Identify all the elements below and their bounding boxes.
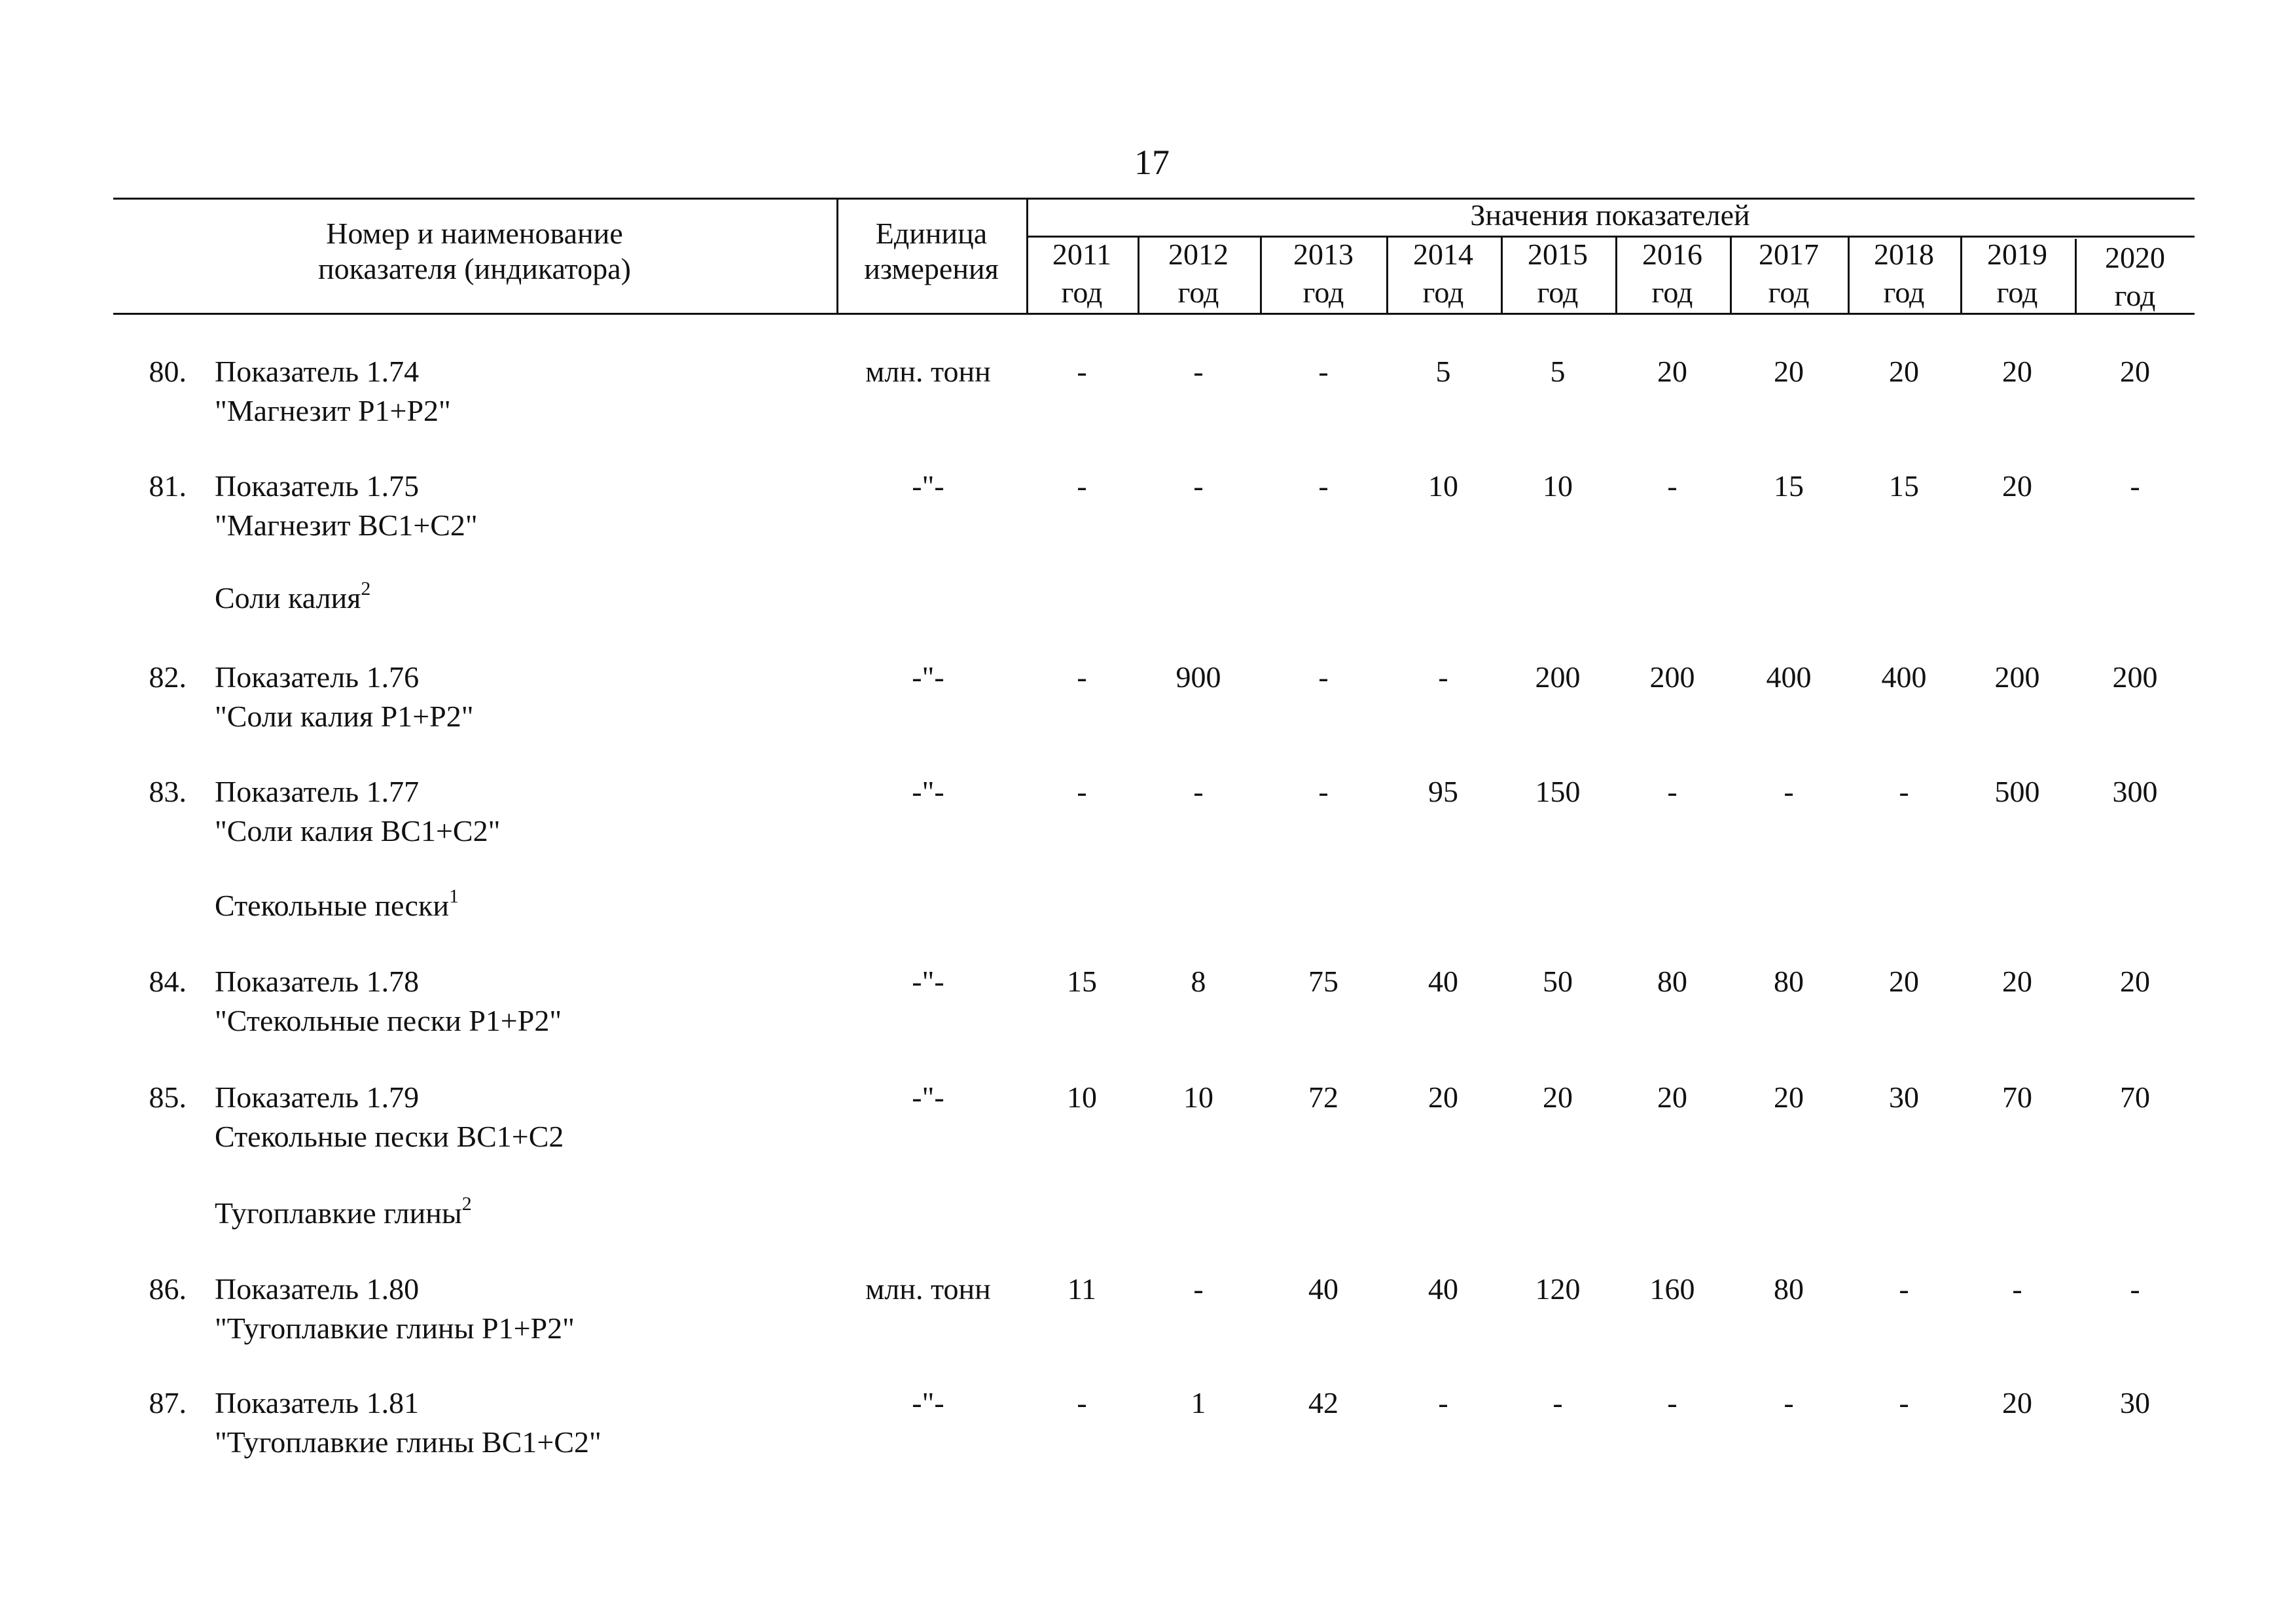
value-cell: 5 [1550, 355, 1566, 388]
indicator-code: Показатель 1.77 [215, 775, 420, 808]
unit-cell: млн. тонн [865, 355, 991, 388]
value-cell: 20 [2120, 965, 2150, 998]
indicator-label: "Стекольные пески Р1+Р2" [215, 1004, 562, 1037]
value-cell: 500 [1994, 775, 2040, 808]
unit-cell: -"- [912, 469, 944, 503]
value-cell: 400 [1766, 660, 1812, 694]
year-suffix: год [2114, 279, 2156, 312]
value-cell: - [1318, 469, 1329, 503]
year-header-2017 [1733, 236, 1844, 312]
row-number: 80. [149, 355, 187, 388]
value-cell: 5 [1435, 355, 1451, 388]
row-number: 85. [149, 1080, 187, 1114]
value-cell: 10 [1543, 469, 1573, 503]
value-cell: - [1077, 775, 1087, 808]
value-cell: 20 [2002, 1386, 2032, 1419]
value-cell: - [1438, 1386, 1448, 1419]
year-divider [1730, 236, 1732, 315]
value-cell: 20 [1543, 1080, 1573, 1114]
section-name: Соли калия [215, 581, 361, 615]
indicator-name [215, 772, 500, 851]
indicator-label: "Тугоплавкие глины ВС1+С2" [215, 1425, 601, 1459]
indicator-code: Показатель 1.75 [215, 469, 420, 503]
value-cell: - [2130, 469, 2140, 503]
year-header-2011 [1026, 236, 1138, 312]
value-cell: 400 [1881, 660, 1927, 694]
value-cell: 80 [1657, 965, 1687, 998]
value-cell: - [1899, 1386, 1909, 1419]
year-suffix: год [1883, 276, 1925, 309]
value-cell: - [1667, 469, 1677, 503]
footnote-marker: 2 [461, 1192, 472, 1215]
header-bottom-rule [113, 313, 2195, 315]
year-header-2015 [1502, 236, 1613, 312]
section-name: Тугоплавкие глины [215, 1196, 462, 1230]
indicator-label: "Магнезит ВС1+С2" [215, 508, 478, 542]
value-cell: 11 [1067, 1272, 1097, 1306]
year-label: 2015 [1528, 238, 1588, 271]
indicator-code: Показатель 1.81 [215, 1386, 420, 1419]
value-cell: 20 [1774, 1080, 1804, 1114]
value-cell: - [1784, 775, 1794, 808]
value-cell: 20 [1657, 1080, 1687, 1114]
value-cell: 150 [1535, 775, 1581, 808]
value-cell: - [1193, 775, 1204, 808]
value-cell: - [1077, 469, 1087, 503]
value-cell: 300 [2112, 775, 2158, 808]
row-number: 83. [149, 775, 187, 808]
year-label: 2019 [1987, 238, 2047, 271]
value-cell: 15 [1774, 469, 1804, 503]
indicator-code: Показатель 1.76 [215, 660, 420, 694]
header-name-line: Номер и наименование [326, 217, 623, 250]
header-name-column [196, 216, 753, 287]
indicator-name [215, 962, 562, 1041]
value-cell: - [1318, 660, 1329, 694]
row-number: 84. [149, 965, 187, 998]
indicator-label: Стекольные пески ВС1+С2 [215, 1120, 564, 1153]
year-suffix: год [1422, 276, 1464, 309]
unit-cell: -"- [912, 775, 944, 808]
section-title [215, 886, 459, 925]
indicator-name [215, 658, 474, 736]
value-cell: - [1784, 1386, 1794, 1419]
indicator-name [215, 1078, 564, 1156]
value-cell: 70 [2120, 1080, 2150, 1114]
value-cell: - [2130, 1272, 2140, 1306]
value-cell: - [1193, 1272, 1204, 1306]
indicator-label: "Тугоплавкие глины Р1+Р2" [215, 1311, 575, 1345]
indicator-label: "Соли калия ВС1+С2" [215, 814, 501, 847]
section-title [215, 579, 370, 618]
value-cell: - [1318, 775, 1329, 808]
footnote-marker: 2 [361, 577, 371, 599]
unit-cell: -"- [912, 660, 944, 694]
year-suffix: год [1651, 276, 1693, 309]
year-suffix: год [1996, 276, 2038, 309]
value-cell: 10 [1183, 1080, 1213, 1114]
header-unit-line: измерения [864, 252, 999, 285]
year-header-2014 [1388, 236, 1499, 312]
value-cell: 200 [2112, 660, 2158, 694]
unit-cell: -"- [912, 1080, 944, 1114]
value-cell: 1 [1191, 1386, 1206, 1419]
value-cell: 200 [1994, 660, 2040, 694]
value-cell: 20 [1774, 355, 1804, 388]
year-header-2013 [1268, 236, 1379, 312]
indicator-label: "Соли калия Р1+Р2" [215, 700, 474, 733]
value-cell: - [1667, 1386, 1677, 1419]
value-cell: - [1318, 355, 1329, 388]
row-number: 87. [149, 1386, 187, 1419]
value-cell: 20 [2002, 355, 2032, 388]
year-divider [1260, 236, 1262, 315]
year-suffix: год [1177, 276, 1219, 309]
value-cell: 20 [1657, 355, 1687, 388]
value-cell: - [1667, 775, 1677, 808]
value-cell: - [1552, 1386, 1563, 1419]
indicator-code: Показатель 1.80 [215, 1272, 420, 1306]
year-suffix: год [1061, 276, 1103, 309]
value-cell: 120 [1535, 1272, 1581, 1306]
year-suffix: год [1537, 276, 1579, 309]
value-cell: 200 [1535, 660, 1581, 694]
year-divider [1138, 236, 1139, 315]
page-number: 17 [1134, 143, 1170, 182]
value-cell: 70 [2002, 1080, 2032, 1114]
value-cell: 20 [1889, 355, 1919, 388]
indicator-code: Показатель 1.78 [215, 965, 420, 998]
value-cell: - [1193, 355, 1204, 388]
value-cell: 40 [1308, 1272, 1338, 1306]
unit-cell: млн. тонн [865, 1272, 991, 1306]
value-cell: - [1077, 660, 1087, 694]
value-cell: - [1193, 469, 1204, 503]
value-cell: 20 [2002, 965, 2032, 998]
value-cell: - [1077, 355, 1087, 388]
value-cell: 40 [1428, 1272, 1458, 1306]
indicator-code: Показатель 1.74 [215, 355, 420, 388]
row-number: 86. [149, 1272, 187, 1306]
value-cell: - [1438, 660, 1448, 694]
value-cell: 80 [1774, 1272, 1804, 1306]
value-cell: 160 [1649, 1272, 1695, 1306]
indicator-name [215, 352, 451, 431]
indicator-label: "Магнезит Р1+Р2" [215, 394, 451, 427]
indicator-code: Показатель 1.79 [215, 1080, 420, 1114]
year-header-2020 [2079, 239, 2191, 315]
value-cell: 10 [1067, 1080, 1097, 1114]
value-cell: - [1899, 775, 1909, 808]
header-unit-line: Единица [875, 217, 988, 250]
header-name-line: показателя (индикатора) [318, 252, 631, 285]
year-header-2018 [1848, 236, 1960, 312]
year-header-2019 [1962, 236, 2073, 312]
value-cell: 50 [1543, 965, 1573, 998]
row-number: 81. [149, 469, 187, 503]
value-cell: 72 [1308, 1080, 1338, 1114]
header-unit-column [840, 216, 1023, 287]
value-cell: 30 [2120, 1386, 2150, 1419]
value-cell: 8 [1191, 965, 1206, 998]
year-suffix: год [1302, 276, 1344, 309]
year-label: 2014 [1413, 238, 1473, 271]
value-cell: 95 [1428, 775, 1458, 808]
indicator-name [215, 1270, 575, 1348]
year-label: 2018 [1874, 238, 1934, 271]
value-cell: 80 [1774, 965, 1804, 998]
year-header-2016 [1617, 236, 1728, 312]
unit-cell: -"- [912, 965, 944, 998]
year-label: 2011 [1052, 238, 1112, 271]
value-cell: 20 [1889, 965, 1919, 998]
value-cell: - [2012, 1272, 2022, 1306]
year-label: 2017 [1759, 238, 1819, 271]
value-cell: 15 [1889, 469, 1919, 503]
year-label: 2012 [1168, 238, 1229, 271]
value-cell: 20 [2120, 355, 2150, 388]
section-name: Стекольные пески [215, 889, 449, 922]
indicator-name [215, 467, 478, 545]
header-values-title: Значения показателей [1470, 198, 1750, 232]
header-divider-name-unit [836, 198, 838, 315]
value-cell: - [1077, 1386, 1087, 1419]
unit-cell: -"- [912, 1386, 944, 1419]
value-cell: 20 [1428, 1080, 1458, 1114]
value-cell: - [1899, 1272, 1909, 1306]
footnote-marker: 1 [448, 885, 459, 907]
value-cell: 30 [1889, 1080, 1919, 1114]
value-cell: 900 [1175, 660, 1221, 694]
year-suffix: год [1768, 276, 1810, 309]
year-divider [2075, 239, 2077, 315]
section-title [215, 1194, 472, 1233]
year-label: 2016 [1642, 238, 1702, 271]
value-cell: 15 [1067, 965, 1097, 998]
value-cell: 200 [1649, 660, 1695, 694]
value-cell: 42 [1308, 1386, 1338, 1419]
row-number: 82. [149, 660, 187, 694]
value-cell: 75 [1308, 965, 1338, 998]
year-label: 2020 [2105, 241, 2165, 274]
value-cell: 20 [2002, 469, 2032, 503]
value-cell: 10 [1428, 469, 1458, 503]
year-header-2012 [1143, 236, 1254, 312]
value-cell: 40 [1428, 965, 1458, 998]
indicator-name [215, 1383, 601, 1462]
year-label: 2013 [1293, 238, 1354, 271]
